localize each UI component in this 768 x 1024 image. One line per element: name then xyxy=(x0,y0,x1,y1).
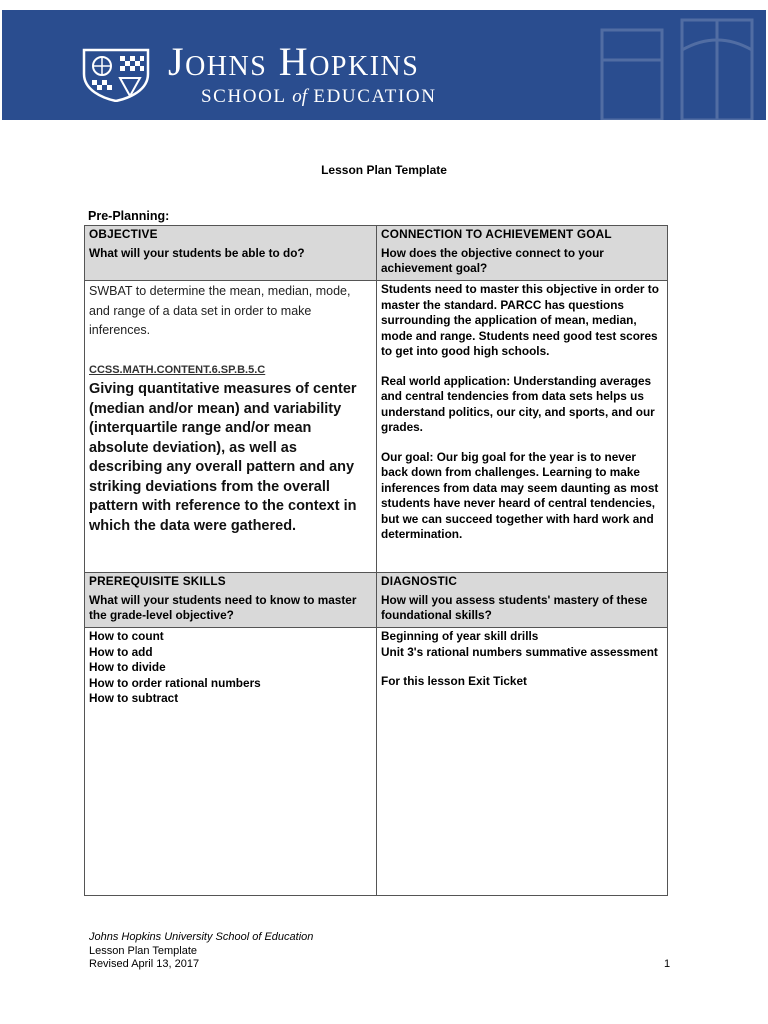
diagnostic-item-1: Beginning of year skill drills xyxy=(381,629,539,643)
brand-subtitle: SCHOOL of EDUCATION xyxy=(201,86,437,107)
footer-doc-name: Lesson Plan Template xyxy=(89,944,198,957)
prereq-header xyxy=(85,573,377,628)
objective-question: What will your students be able to do? xyxy=(89,245,305,260)
page-footer xyxy=(89,931,313,972)
footer-institution: Johns Hopkins University School of Education xyxy=(89,931,314,943)
connection-para-2: Real world application: Understanding averages and central tendencies from data sets helps us understand politics, our city, and sports, and our grades. xyxy=(381,373,655,434)
diagnostic-body-cell xyxy=(377,628,668,896)
list-item: How to order rational numbers xyxy=(89,675,261,690)
standard-text: Giving quantitative measures of center (median and/or mean) and variability (interquartile range and/or mean absolute deviation), as well as describing any overall pattern and any striking deviations from the overall pattern with reference to the context in which the data were gathered. xyxy=(89,381,357,534)
list-item: How to subtract xyxy=(89,691,179,705)
diagnostic-title: DIAGNOSTIC xyxy=(381,574,458,588)
brand-title: Johns Hopkins xyxy=(168,39,420,84)
list-item: How to count xyxy=(89,629,164,643)
prereq-title: PREREQUISITE SKILLS xyxy=(89,574,226,588)
jhu-shield-logo-icon xyxy=(80,46,152,102)
connection-header xyxy=(377,226,668,281)
list-item: How to divide xyxy=(89,660,166,674)
prereq-question: What will your students need to know to master the grade-level objective? xyxy=(89,592,357,622)
objective-header xyxy=(85,226,377,281)
diagnostic-header xyxy=(377,573,668,628)
pre-planning-table xyxy=(84,225,668,896)
diagnostic-question: How will you assess students' mastery of these foundational skills? xyxy=(381,592,648,622)
diagnostic-item-2: Unit 3's rational numbers summative assessment xyxy=(381,644,658,659)
objective-body: SWBAT to determine the mean, median, mode, and range of a data set in order to make inferences. xyxy=(89,284,351,337)
connection-question: How does the objective connect to your achievement goal? xyxy=(381,245,604,275)
connection-body-cell xyxy=(377,281,668,573)
objective-title: OBJECTIVE xyxy=(89,227,158,241)
page-number: 1 xyxy=(664,958,671,970)
connection-para-3: Our goal: Our big goal for the year is to never back down from challenges. Learning to make inferences from data may seem daunting as most students have never heard of central tendencies, but we can succeed together with hard work and determination. xyxy=(381,449,659,541)
objective-body-cell xyxy=(85,281,377,573)
diagnostic-item-3: For this lesson Exit Ticket xyxy=(381,674,527,688)
list-item: How to add xyxy=(89,644,153,659)
connection-title: CONNECTION TO ACHIEVEMENT GOAL xyxy=(381,227,612,241)
prereq-body-cell xyxy=(85,628,377,896)
section-label: Pre-Planning: xyxy=(88,209,170,223)
footer-revised: Revised April 13, 2017 xyxy=(89,958,200,970)
standard-code: CCSS.MATH.CONTENT.6.SP.B.5.C xyxy=(89,363,266,376)
building-watermark-icon xyxy=(582,10,766,120)
connection-para-1: Students need to master this objective in order to master the standard. PARCC has questions surrounding the application of mean, median, mode and range. Students need good test scores to get into good high schools. xyxy=(381,282,659,358)
document-title: Lesson Plan Template xyxy=(321,163,447,177)
header-banner xyxy=(2,10,766,120)
